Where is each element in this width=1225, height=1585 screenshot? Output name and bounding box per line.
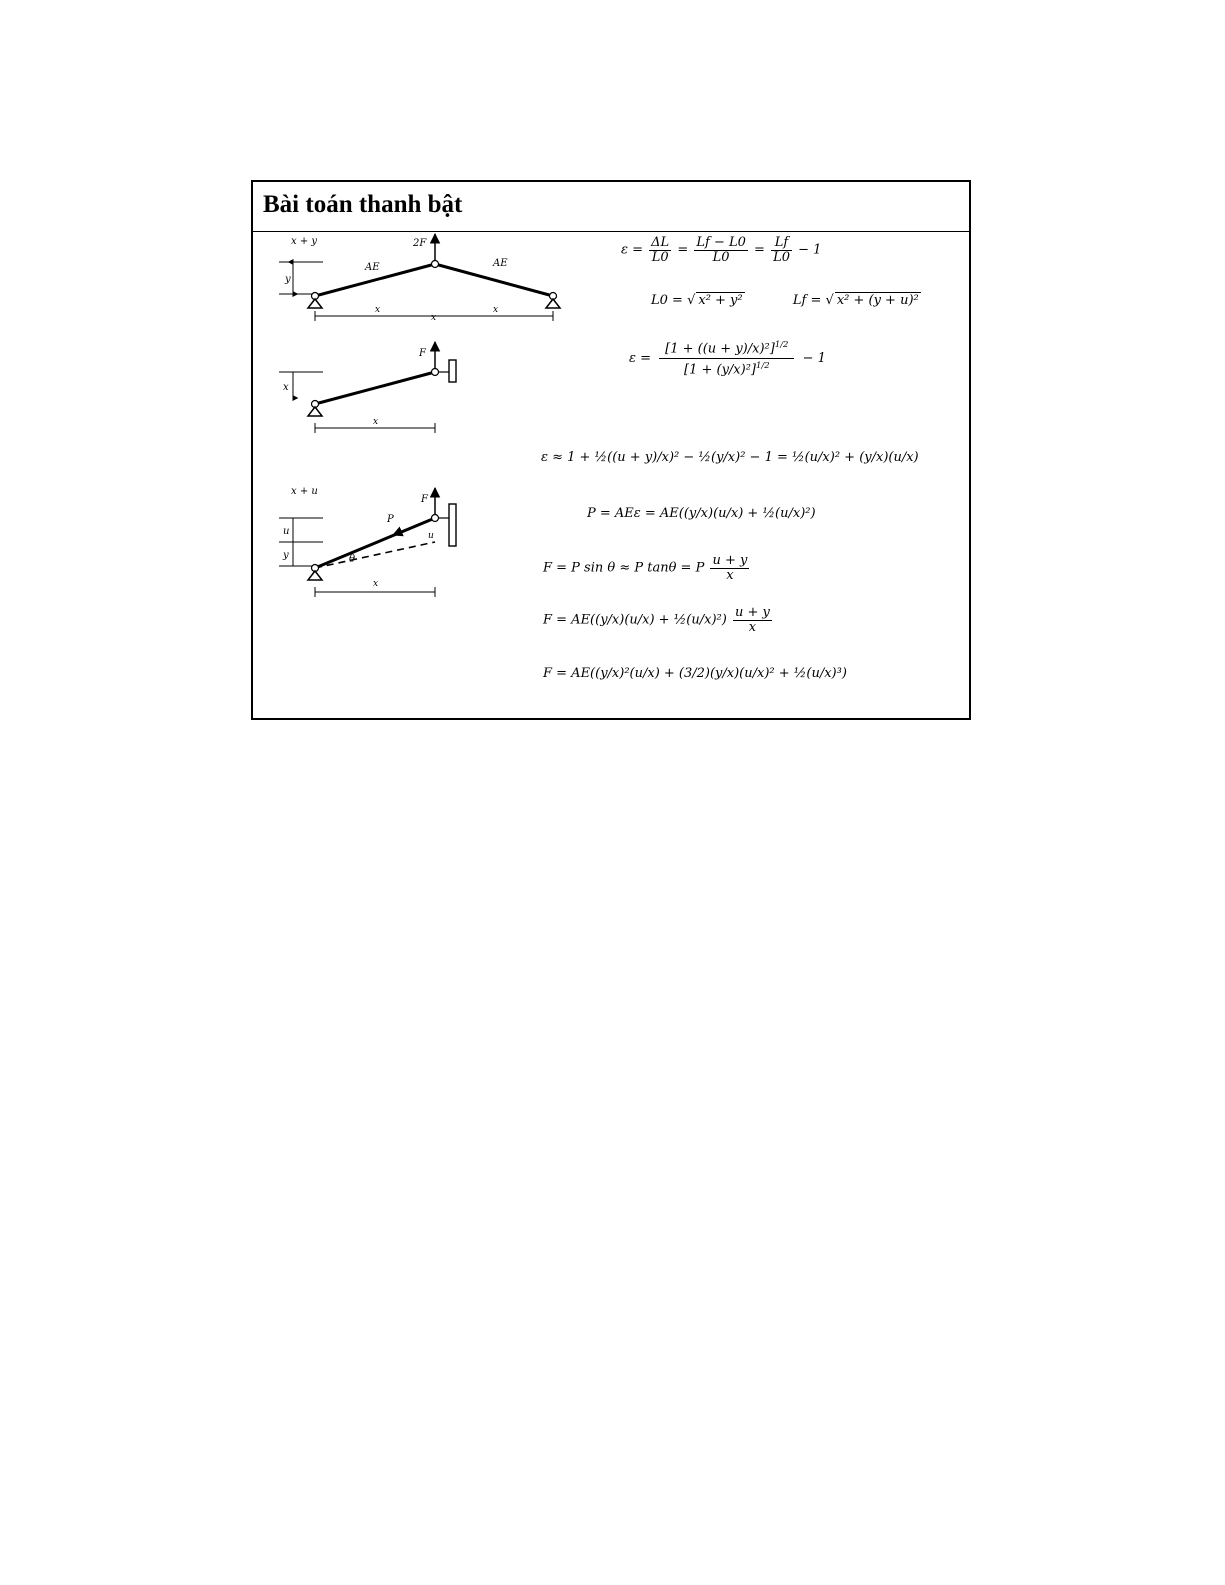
d1-left-dim: y bbox=[285, 274, 291, 285]
d2-load: F bbox=[419, 348, 426, 359]
equation-load-expanded: F = AE((y/x)²(u/x) + (3/2)(y/x)(u/x)² + ½(u/x)³) bbox=[543, 666, 847, 681]
slide-frame bbox=[251, 180, 971, 720]
d3-original-bar bbox=[315, 542, 435, 568]
d1-top-dim: x + y bbox=[291, 236, 318, 247]
d2-left-dim: x bbox=[283, 382, 289, 393]
equation-load-substituted: F = AE((y/x)(u/x) + ½(u/x)²) $\frac{u + y}{x}$ bbox=[543, 605, 770, 635]
d3-force: P bbox=[387, 514, 394, 525]
d2-bar bbox=[315, 372, 435, 404]
d3-top-dim: x + u bbox=[291, 486, 318, 497]
d3-load: F bbox=[421, 494, 428, 505]
equation-load-angle: F = P sin θ ≈ P tanθ = P $\frac{u + y}{x}$ bbox=[543, 553, 748, 583]
d1-bottom-right: x bbox=[493, 305, 499, 315]
equation-strain-def: ε = $\frac{\Delta L}{L0}$ = $\frac{Lf - L0}{L0}$ = $\frac{Lf}{L0}$ − 1 bbox=[621, 235, 822, 265]
d1-bottom-mid: x bbox=[431, 313, 437, 323]
slide-header bbox=[253, 182, 969, 232]
equation-lengths: L0 = √ x² + y² Lf = √ x² + (y + u)² bbox=[651, 293, 919, 308]
d3-mid: u bbox=[428, 531, 434, 541]
d3-bottom: x bbox=[373, 579, 379, 589]
slide-title: Bài toán thanh bật bbox=[263, 191, 463, 218]
equation-strain-exact: ε = $\frac{[1 + ((u + y)/x)^2]^{1/2}}{[1 + (y/x)^2]^{1/2}}$ − 1 bbox=[629, 339, 826, 378]
truss-diagram-2 bbox=[279, 342, 456, 433]
equation-axial-force: P = AEε = AE((y/x)(u/x) + ½(u/x)²) bbox=[587, 506, 816, 521]
truss-diagram-3 bbox=[279, 486, 456, 597]
truss-diagram-1 bbox=[279, 234, 560, 323]
d3-angle: θ bbox=[349, 554, 356, 565]
d1-load: 2F bbox=[413, 238, 427, 249]
d3-dim-upper: u bbox=[283, 526, 290, 537]
d3-dim-lower: y bbox=[283, 550, 289, 561]
equation-strain-approx: ε ≈ 1 + ½((u + y)/x)² − ½(y/x)² − 1 = ½(u/x)² + (y/x)(u/x) bbox=[541, 450, 919, 465]
d1-bottom-left: x bbox=[375, 305, 381, 315]
d1-left-bar-label: AE bbox=[365, 262, 380, 273]
d1-right-bar-label: AE bbox=[493, 258, 508, 269]
d2-bottom: x bbox=[373, 417, 379, 427]
